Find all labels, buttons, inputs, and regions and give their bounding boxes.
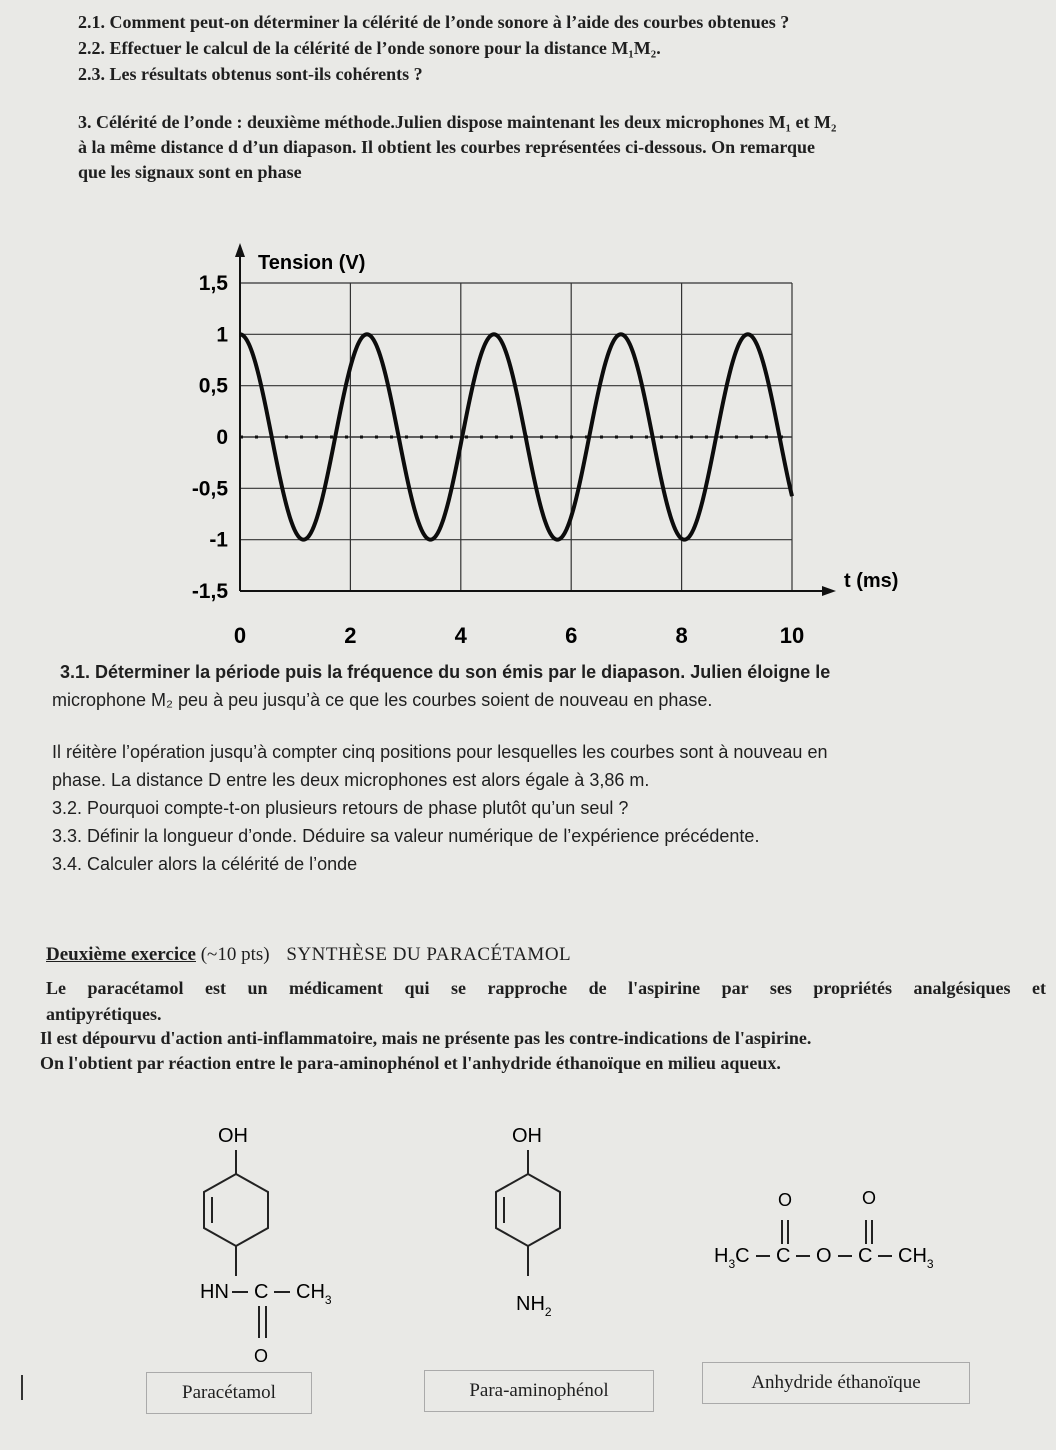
anhydride-ch3: $CH_3$ [898,1245,934,1271]
anhydride-c1: C [776,1245,791,1267]
anhydride-o-mid: O [816,1245,832,1267]
question-2-3: 2.3. Les résultats obtenus sont-ils cohérents ? [78,64,423,84]
x-axis-label: t (ms) [844,570,899,592]
paracetamol-c: C [254,1281,269,1303]
question-3-intro-line1: 3. Célérité de l’onde : deuxième méthode.Julien dispose maintenant les deux microphones M₁ et M₂ [78,112,837,132]
aminophenol-structure [496,1125,560,1319]
anhydride-c2: C [858,1245,873,1267]
anhydride-o-top-2: O [862,1188,877,1208]
y-tick-label: 1 [216,323,228,347]
y-tick-label: -1 [209,528,228,552]
exercise-2-line3: Il est dépourvu d'action anti-inflammatoire, mais ne présente pas les contre-indications de l'aspirine. [40,1028,812,1048]
chart-grid [240,283,792,591]
paracetamol-caption [146,1372,312,1414]
y-tick-label: 1,5 [198,272,228,295]
aminophenol-nh2: $NH_2$ [516,1293,552,1319]
paracetamol-oh: OH [218,1125,248,1147]
paragraph-line1: Il réitère l’opération jusqu’à compter cinq positions pour lesquelles les courbes sont à nouveau en [52,742,828,762]
paragraph-line2: phase. La distance D entre les deux microphones est alors égale à 3,86 m. [52,770,650,790]
y-tick-label: -1,5 [191,580,228,603]
aminophenol-caption [424,1370,654,1412]
y-tick-label: 0 [216,426,228,449]
y-tick-label: 0,5 [198,374,228,398]
paracetamol-caption-text: Paracétamol [182,1382,276,1403]
question-3-intro-line3: que les signaux sont en phase [78,162,302,182]
aminophenol-caption-text: Para-aminophénol [469,1380,609,1401]
x-tick-label: 4 [454,623,467,648]
question-3-1-line2: microphone M₂ peu à peu jusqu’à ce que les courbes soient de nouveau en phase. [52,690,713,710]
x-tick-label: 8 [675,623,688,648]
chart-axes [235,243,836,596]
anhydride-structure [714,1188,934,1271]
question-2-2: 2.2. Effectuer le calcul de la célérité de l’onde sonore pour la distance M₁M₂. [78,38,661,58]
question-3-4: 3.4. Calculer alors la célérité de l’onde [52,854,358,874]
anhydride-h3c: $H_3C$ [714,1245,750,1271]
anhydride-o-top-1: O [778,1190,793,1210]
paracetamol-o: O [254,1346,269,1366]
question-2-1: 2.1. Comment peut-on déterminer la célérité de l’onde sonore à l’aide des courbes obtenues ? [78,12,790,32]
x-tick-label: 0 [233,623,247,648]
paracetamol-structure [200,1125,332,1366]
anhydride-caption-text: Anhydride éthanoïque [751,1372,921,1393]
paracetamol-hn: HN [200,1281,229,1303]
exercise-2-heading-row [46,944,571,966]
x-tick-label: 10 [779,623,805,648]
exercise-2-line1: Le paracétamol est un médicament qui se rapproche de l'aspirine par ses propriétés analgésiques et [46,978,1046,998]
y-axis-label: Tension (V) [258,252,366,274]
exercise-2-line4: On l'obtient par réaction entre le para-aminophénol et l'anhydride éthanoïque en milieu aqueux. [40,1053,781,1073]
x-tick-label: 6 [565,623,578,648]
y-axis-arrow [235,243,245,257]
paracetamol-ch3: $CH_3$ [296,1281,332,1307]
question-3-1-line1: 3.1. Déterminer la période puis la fréquence du son émis par le diapason. Julien éloigne le [60,662,831,682]
aminophenol-oh: OH [512,1125,542,1147]
anhydride-caption [702,1362,970,1404]
oscillogram-chart [160,235,940,655]
exercise-2-line2: antipyrétiques. [46,1004,162,1024]
x-tick-label: 2 [344,623,357,648]
exercise-2-heading: Deuxième exercice [46,944,196,965]
y-tick-label: -0,5 [191,477,228,501]
exercise-2-points: (~10 pts) [200,944,270,965]
x-axis-arrow [822,586,836,596]
exercise-2-title: SYNTHÈSE DU PARACÉTAMOL [286,944,572,965]
question-3-intro-line2: à la même distance d d’un diapason. Il obtient les courbes représentées ci-dessous. On remarque [78,137,816,157]
question-3-3: 3.3. Définir la longueur d’onde. Déduire sa valeur numérique de l’expérience précédente. [52,826,760,846]
question-3-2: 3.2. Pourquoi compte-t-on plusieurs retours de phase plutôt qu’un seul ? [52,798,629,818]
